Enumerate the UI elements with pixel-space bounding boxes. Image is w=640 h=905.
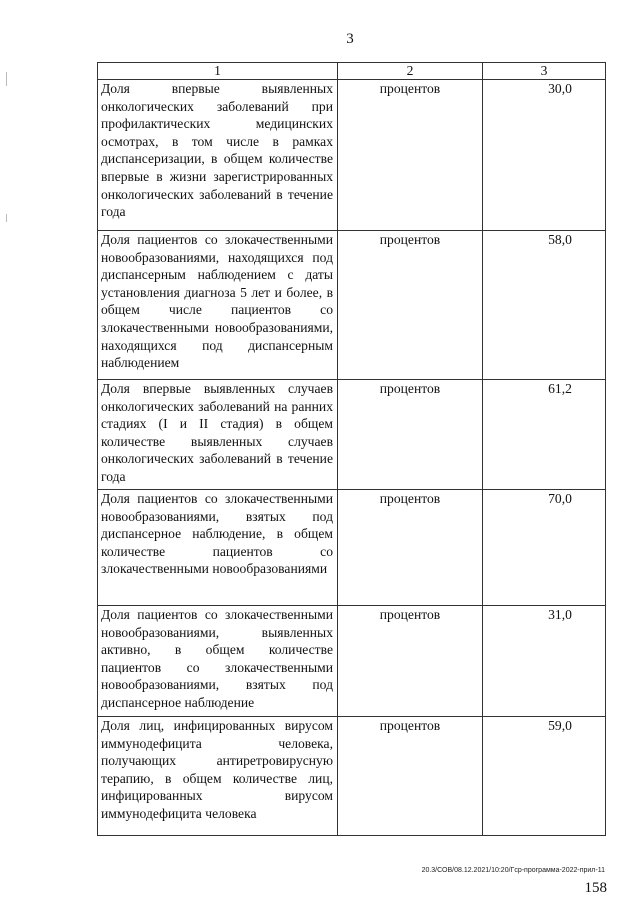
table-row — [98, 717, 606, 836]
indicator-name-cell: Доля пациентов со злокачественными новообразованиями, взятых под диспансерное наблюдение, в общем количестве пациентов со злокачественными новообразованиями — [98, 490, 338, 606]
table-row — [98, 80, 606, 231]
value-cell: 58,0 — [483, 231, 606, 380]
table-row — [98, 231, 606, 380]
margin-mark — [6, 214, 7, 222]
unit-cell: процентов — [338, 231, 483, 380]
value-cell: 59,0 — [483, 717, 606, 836]
page-number: 3 — [346, 31, 354, 47]
indicator-name-cell: Доля пациентов со злокачественными новообразованиями, выявленных активно, в общем количестве пациентов со злокачественными новообразованиями, взятых под диспансерное наблюдение — [98, 606, 338, 717]
unit-cell: процентов — [338, 717, 483, 836]
margin-mark — [6, 72, 7, 86]
value-cell: 31,0 — [483, 606, 606, 717]
document-code: 20.3/СОВ/08.12.2021/10:20/Гср-программа-2022-прил-11 — [421, 867, 605, 874]
indicator-name-cell: Доля впервые выявленных онкологических заболеваний при профилактических медицинских осмотрах, в том числе в рамках диспансеризации, в общем количестве впервые в жизни зарегистрированных онкологических заболеваний в течение года — [98, 80, 338, 231]
value-cell: 30,0 — [483, 80, 606, 231]
value-cell: 61,2 — [483, 380, 606, 490]
unit-cell: процентов — [338, 80, 483, 231]
unit-cell: процентов — [338, 380, 483, 490]
value-cell: 70,0 — [483, 490, 606, 606]
indicator-name-cell: Доля впервые выявленных случаев онкологических заболеваний на ранних стадиях (I и II стадия) в общем количестве выявленных случаев онкологических заболеваний в течение года — [98, 380, 338, 490]
column-number-cell: 2 — [338, 63, 483, 80]
column-number-cell: 1 — [98, 63, 338, 80]
unit-cell: процентов — [338, 490, 483, 606]
table-row — [98, 490, 606, 606]
table-row — [98, 606, 606, 717]
unit-cell: процентов — [338, 606, 483, 717]
column-number-row — [98, 63, 606, 80]
indicator-name-cell: Доля лиц, инфицированных вирусом иммунодефицита человека, получающих антиретровирусную терапию, в общем количестве лиц, инфицированных вирусом иммунодефицита человека — [98, 717, 338, 836]
table-row — [98, 380, 606, 490]
indicator-name-cell: Доля пациентов со злокачественными новообразованиями, находящихся под диспансерным наблюдением с даты установления диагноза 5 лет и более, в общем числе пациентов со злокачественными новообразованиями, находящихся под диспансерным наблюдением — [98, 231, 338, 380]
column-number-cell: 3 — [483, 63, 606, 80]
sheet-number: 158 — [584, 880, 607, 896]
indicators-table — [97, 62, 606, 836]
